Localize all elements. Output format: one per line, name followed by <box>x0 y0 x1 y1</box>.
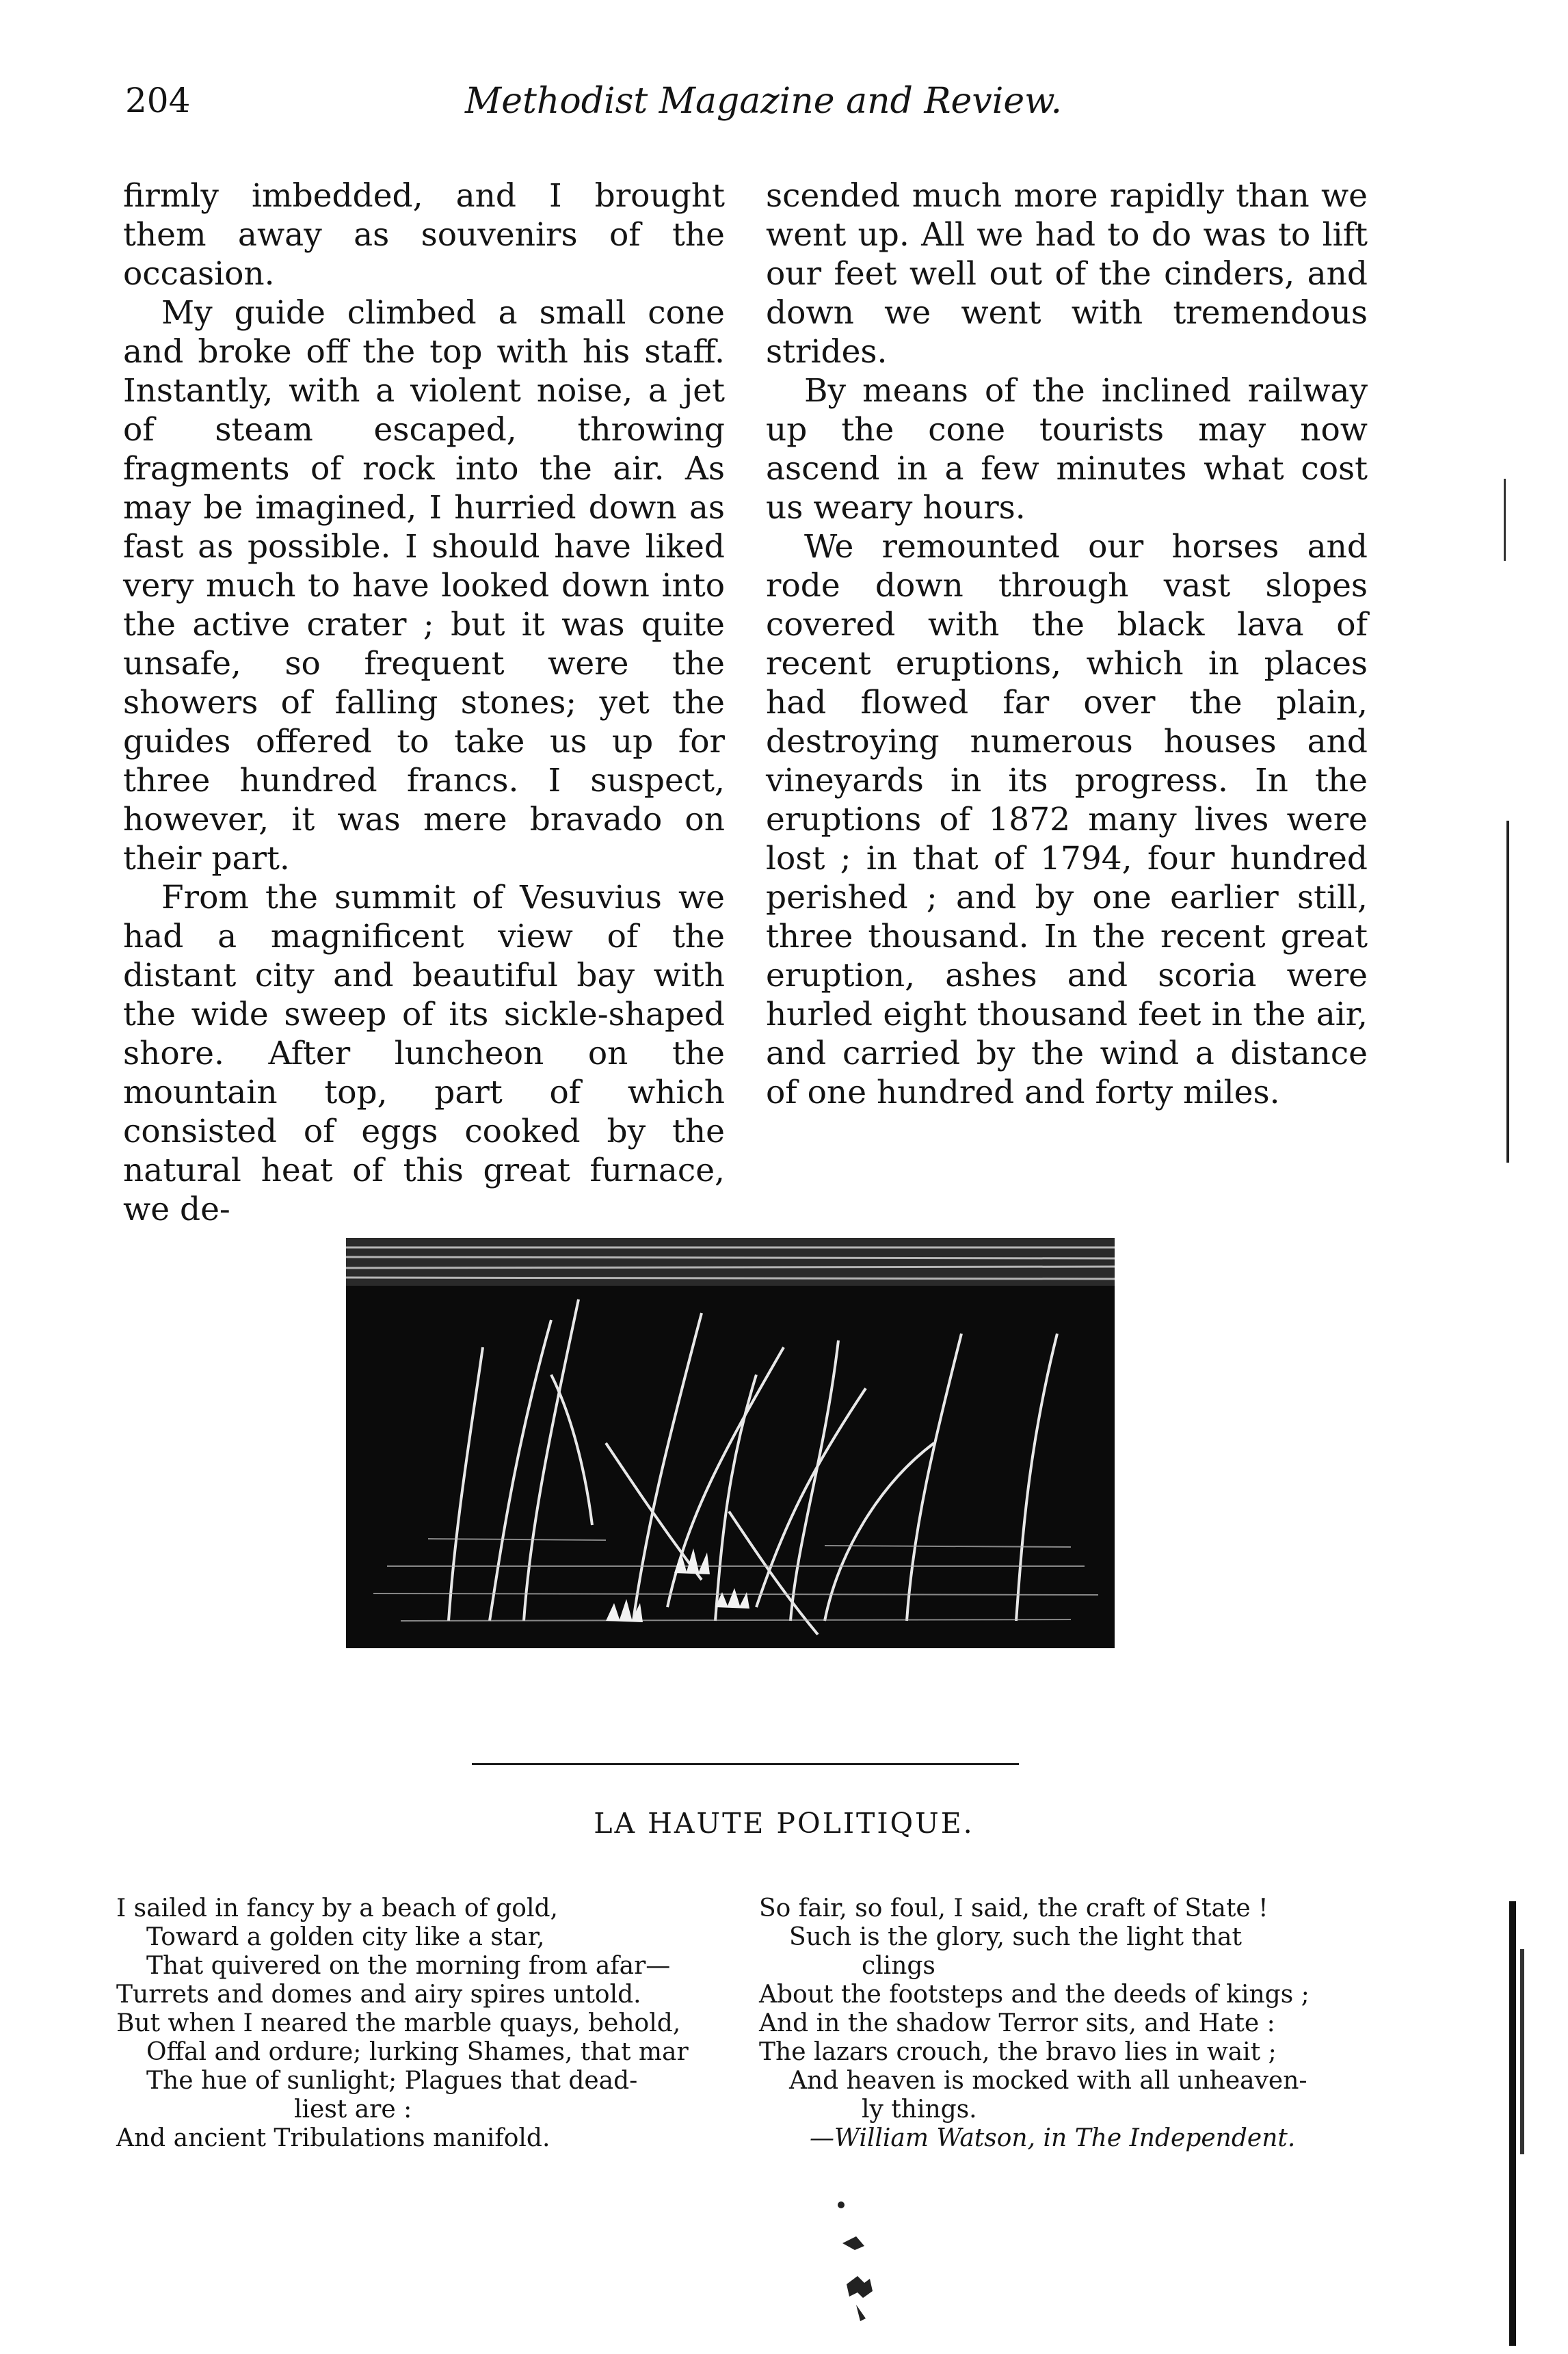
poem-line: The hue of sunlight; Plagues that dead- <box>146 2067 638 2095</box>
right-text-column <box>766 176 1368 1112</box>
poem-line: liest are : <box>294 2095 412 2124</box>
poem-line: And ancient Tribulations manifold. <box>116 2124 550 2152</box>
poem-line: Offal and ordure; lurking Shames, that mar <box>146 2038 689 2066</box>
poem-line: clings <box>862 1952 935 1980</box>
poem-title: LA HAUTE POLITIQUE. <box>594 1807 974 1840</box>
paragraph: We remounted our horses and rode down through vast slopes covered with the black lava of recent eruptions, which in places had flowed far over the plain, destroying numerous houses and vineyards in its progress. In the eruptions of 1872 many lives were lost ; in that of 1794, four hundred perished ; and by one earlier still, three thousand. In the recent great eruption, ashes and scoria were hurled eight thousand feet in the air, and carried by the wind a distance of one hundred and forty miles. <box>766 528 1368 1111</box>
reeds-engraving-art <box>346 1238 1115 1648</box>
paragraph: scended much more rapidly than we went up. All we had to do was to lift our feet well out of the cinders, and down we went with tremendous strides. <box>766 177 1368 371</box>
left-text-column <box>123 176 725 1229</box>
poem-line: Such is the glory, such the light that <box>789 1923 1242 1951</box>
poem-line: And heaven is mocked with all unheaven- <box>789 2067 1307 2095</box>
section-divider-rule <box>472 1763 1019 1765</box>
paragraph: firmly imbedded, and I brought them away as souvenirs of the occasion. <box>123 177 725 293</box>
ornament-flourish-icon <box>829 2195 883 2332</box>
paragraph: From the summit of Vesuvius we had a magnificent view of the distant city and beautiful bay with the wide sweep of its sickle-shaped shore. After luncheon on the mountain top, part of which consisted of eggs cooked by the natural heat of this great furnace, we de- <box>123 879 725 1228</box>
poem-line: So fair, so foul, I said, the craft of State ! <box>759 1894 1268 1922</box>
poem-line: The lazars crouch, the bravo lies in wait ; <box>759 2038 1277 2066</box>
running-title: Methodist Magazine and Review. <box>465 81 1062 122</box>
reeds-engraving-illustration <box>346 1238 1115 1648</box>
poem-line: But when I neared the marble quays, behold, <box>116 2009 681 2037</box>
scan-margin-artifact <box>1500 0 1568 2354</box>
poem-line: ly things. <box>862 2095 977 2124</box>
poem-line: Toward a golden city like a star, <box>146 1923 545 1951</box>
page-number: 204 <box>125 81 191 120</box>
paragraph: By means of the inclined railway up the cone tourists may now ascend in a few minutes what cost us weary hours. <box>766 372 1368 527</box>
poem-line: I sailed in fancy by a beach of gold, <box>116 1894 558 1922</box>
poem-stanza-sestet <box>759 1894 1402 2153</box>
poem-line: About the footsteps and the deeds of kings ; <box>759 1981 1310 2009</box>
poem-line: That quivered on the morning from afar— <box>146 1952 671 1980</box>
poem-line: Turrets and domes and airy spires untold. <box>116 1981 641 2009</box>
poem-stanza-octave <box>116 1894 732 2153</box>
poem-attribution: —William Watson, in The Independent. <box>810 2124 1296 2152</box>
paragraph: My guide climbed a small cone and broke off the top with his staff. Instantly, with a violent noise, a jet of steam escaped, throwing fragments of rock into the air. As may be imagined, I hurried down as fast as possible. I should have liked very much to have looked down into the active crater ; but it was quite unsafe, so frequent were the showers of falling stones; yet the guides offered to take us up for three hundred francs. I suspect, however, it was mere bravado on their part. <box>123 294 725 877</box>
poem-line: And in the shadow Terror sits, and Hate : <box>759 2009 1275 2037</box>
